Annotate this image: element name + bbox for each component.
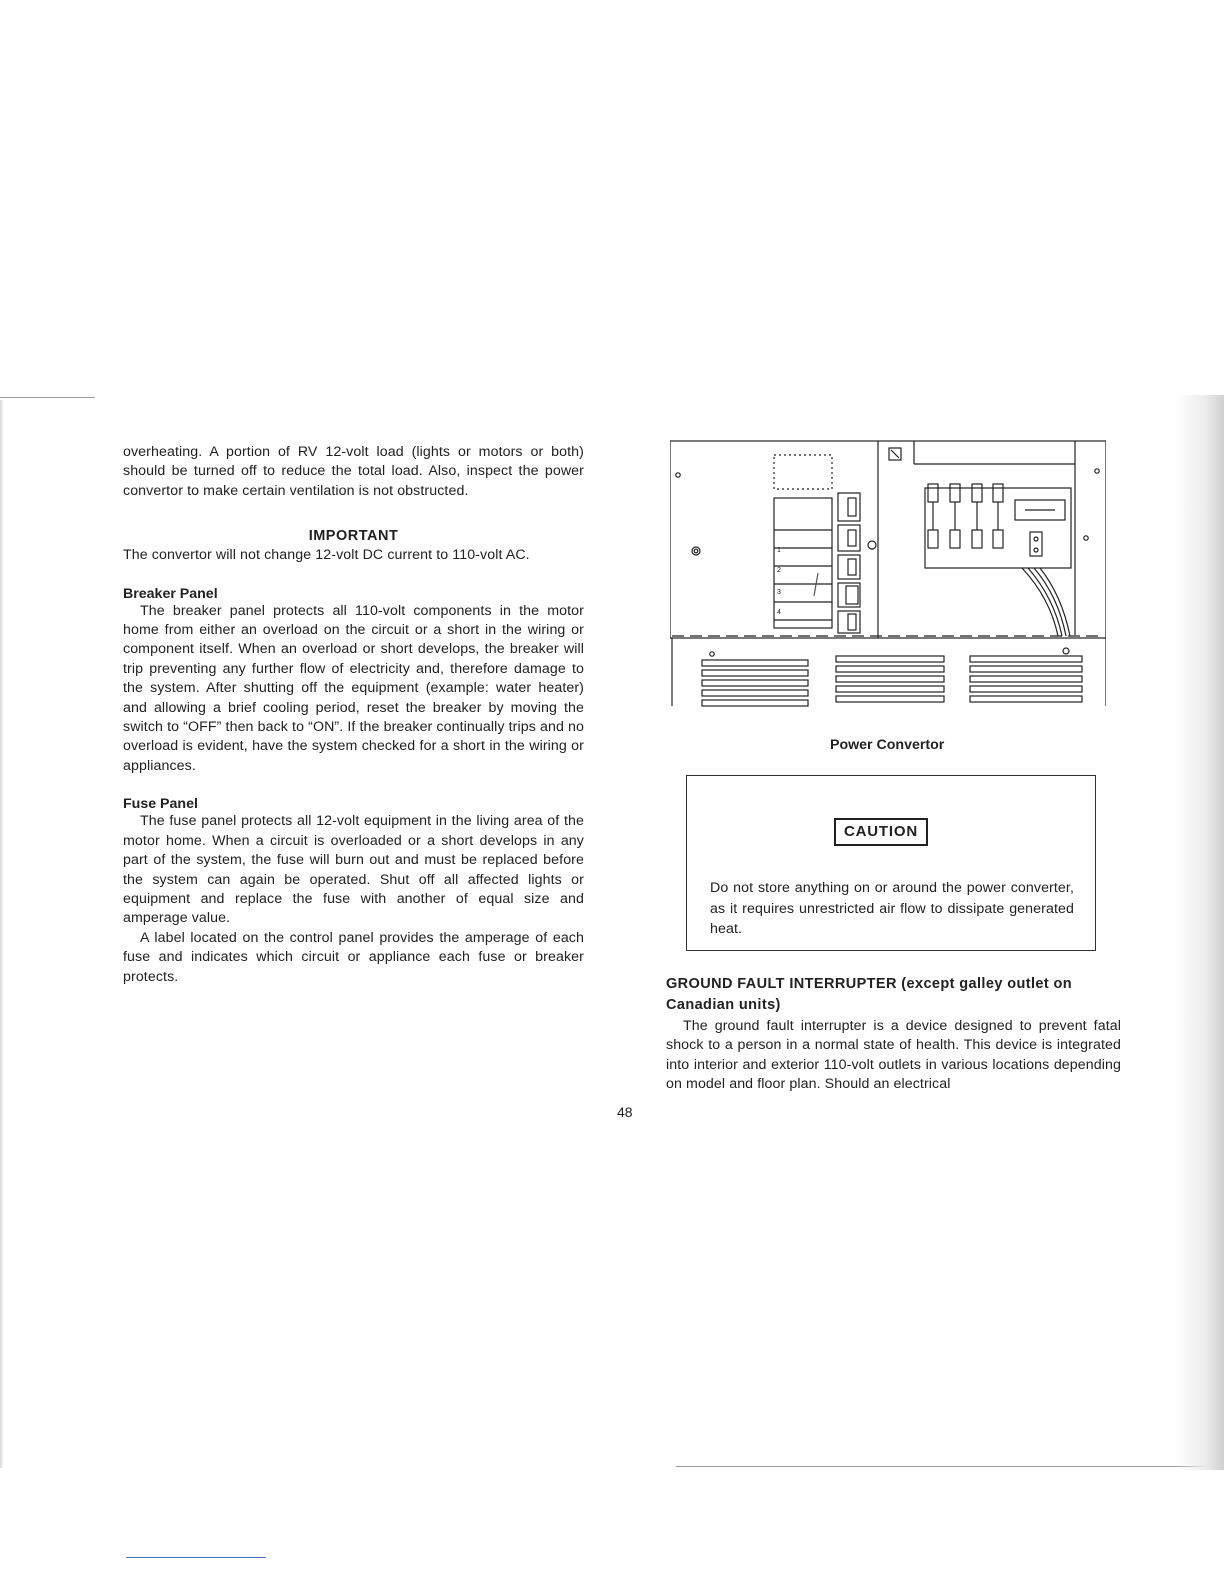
breaker-panel-text: The breaker panel protects all 110-volt components in the motor home from either an overload on the circuit or a short in the wiring or component itself. When an overload or short develops, the breaker will trip preventing any further flow of electricity and, therefore damage to the system. After shutting off the equipment (example: water heater) and allowing a brief cooling period, reset the breaker by moving the switch to “OFF” then back to “ON”. If the breaker continually trips and no overload is evident, have the system checked for a short in the wiring or appliances. <box>123 602 584 774</box>
breaker-stack <box>774 498 832 628</box>
scan-edge-bottom <box>676 1466 1212 1467</box>
screw-icon <box>676 473 680 477</box>
left-column <box>123 443 584 987</box>
caution-text: Do not store anything on or around the power converter, as it requires unrestricted air flow to dissipate generated heat. <box>710 880 1074 937</box>
screw-icon <box>1095 469 1099 473</box>
breaker-switch <box>838 525 860 551</box>
caution-label: CAUTION <box>834 818 928 846</box>
right-column <box>666 974 1121 1095</box>
breaker-panel-heading: Breaker Panel <box>123 585 218 602</box>
intro-paragraph: overheating. A portion of RV 12-volt load (lights or motors or both) should be turned off to reduce the total load. Also, inspect the power convertor to make certain ventilation is not obstructed. <box>123 444 584 499</box>
fuse-icon <box>972 530 982 548</box>
screw-icon <box>1063 648 1069 654</box>
convertor-panel-outline <box>670 441 1106 638</box>
important-heading: IMPORTANT <box>308 528 399 545</box>
scan-edge-top <box>0 397 95 398</box>
scan-edge-left <box>0 400 3 1468</box>
fuse-icon <box>928 530 938 548</box>
fuse-icon <box>950 530 960 548</box>
breaker-number: 3 <box>777 589 781 596</box>
page-number: 48 <box>617 1104 633 1120</box>
panel-label <box>774 455 832 489</box>
fuse-icon <box>993 530 1003 548</box>
figure-caption: Power Convertor <box>830 737 945 753</box>
power-convertor-figure <box>670 438 1106 710</box>
screw-icon <box>710 652 714 656</box>
vent-slots <box>702 656 1082 706</box>
screw-icon <box>692 547 700 555</box>
screw-icon <box>868 541 876 549</box>
fuse-panel-text-2: A label located on the control panel provides the amperage of each fuse and indicates which circuit or appliance each fuse or breaker protects. <box>123 929 584 985</box>
stray-line <box>126 1557 266 1558</box>
gfi-text: The ground fault interrupter is a device designed to prevent fatal shock to a person in a normal state of health. This device is integrated into interior and exterior 110-volt outlets in various locations depending on model and floor plan. Should an electrical <box>666 1018 1121 1093</box>
breaker-number: 1 <box>777 547 781 554</box>
gfi-heading: GROUND FAULT INTERRUPTER (except galley outlet on Canadian units) <box>666 976 1073 1013</box>
screw-icon <box>1084 536 1088 540</box>
breaker-number: 4 <box>777 609 781 616</box>
breaker-switch <box>838 493 860 521</box>
scan-edge-right <box>1176 395 1224 1470</box>
fuse-panel-text: The fuse panel protects all 12-volt equipment in the living area of the motor home. When a circuit is overloaded or a short develops in any part of the system, the fuse will burn out and must be replaced before the system can again be operated. Shut off all affected lights or equipment and replace the fuse with another of equal size and amperage value. <box>123 813 584 927</box>
breaker-number: 2 <box>777 567 781 574</box>
important-text: The convertor will not change 12-volt DC current to 110-volt AC. <box>123 547 530 564</box>
fuse-panel-heading: Fuse Panel <box>123 796 198 813</box>
